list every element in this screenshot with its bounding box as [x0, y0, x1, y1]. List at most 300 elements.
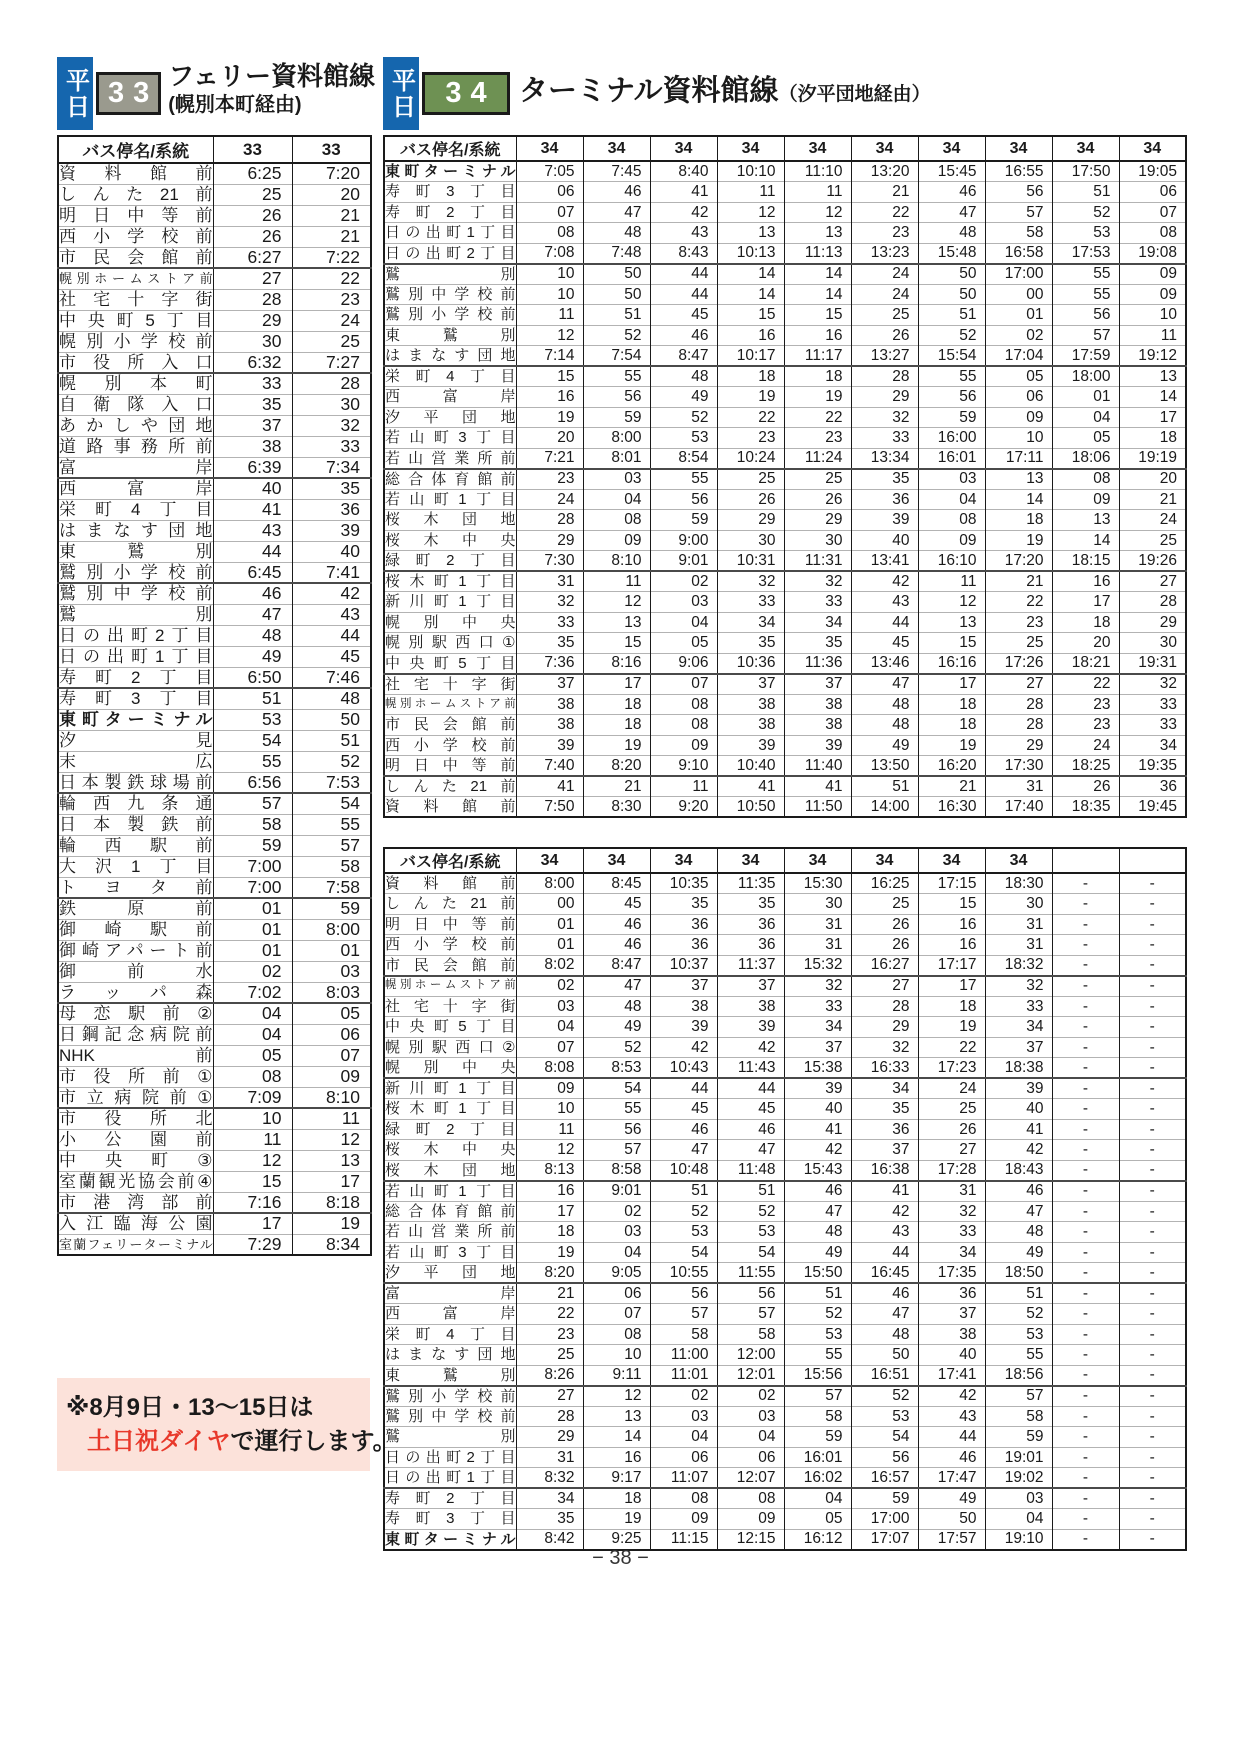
time-cell: 36	[851, 1119, 918, 1140]
stop-name: 東町ターミナル	[385, 1530, 516, 1548]
time-cell: 09	[516, 1078, 583, 1099]
stop-name: 寿町3丁目	[59, 689, 213, 709]
time-cell: 02	[650, 1386, 717, 1407]
time-cell: 8:20	[516, 1263, 583, 1284]
table-row	[58, 331, 371, 352]
time-cell: 21	[918, 776, 985, 797]
time-cell: 38	[784, 715, 851, 736]
no-service-cell: -	[1119, 1119, 1186, 1140]
time-cell: 7:00	[213, 877, 292, 898]
route-34-subtitle: （汐平団地経由）	[778, 84, 931, 105]
table-row	[384, 592, 1186, 613]
time-cell: 04	[650, 1427, 717, 1448]
time-cell: 14	[1052, 530, 1119, 551]
table-row	[58, 310, 371, 331]
time-cell: 08	[583, 510, 650, 531]
time-cell: 57	[292, 835, 371, 856]
column-header: 34	[985, 848, 1052, 873]
time-cell: 33	[784, 996, 851, 1017]
table-row	[384, 182, 1186, 203]
time-cell: 11	[650, 776, 717, 797]
time-cell: 12	[784, 202, 851, 223]
time-cell: 05	[1052, 428, 1119, 449]
time-cell: 19:12	[1119, 346, 1186, 367]
time-cell: 57	[583, 1140, 650, 1161]
time-cell: 13	[1119, 366, 1186, 387]
time-cell: 37	[650, 976, 717, 997]
table-row	[58, 961, 371, 982]
table-row	[384, 674, 1186, 695]
time-cell: 16:20	[918, 756, 985, 777]
time-cell: 19	[516, 407, 583, 428]
time-cell: 11:24	[784, 448, 851, 469]
time-cell: 48	[292, 688, 371, 709]
time-cell: 40	[292, 541, 371, 562]
stop-name: 日の出町2丁目	[385, 1448, 516, 1466]
time-cell: 33	[918, 1222, 985, 1243]
time-cell: 46	[717, 1119, 784, 1140]
stop-name: 幌別ホームストア前	[58, 268, 213, 289]
time-cell: 47	[851, 1304, 918, 1325]
time-cell: 18	[985, 510, 1052, 531]
table-row	[384, 284, 1186, 305]
time-cell: 44	[851, 612, 918, 633]
time-cell: 49	[650, 387, 717, 408]
stop-name: 日の出町2丁目	[59, 626, 213, 645]
time-cell: 40	[918, 1345, 985, 1366]
time-cell: 52	[918, 325, 985, 346]
time-cell: 35	[292, 478, 371, 499]
time-cell: 17:59	[1052, 346, 1119, 367]
time-cell: 10:31	[717, 551, 784, 572]
column-header: 34	[650, 136, 717, 161]
no-service-cell: -	[1119, 1222, 1186, 1243]
stop-name: 幌別駅西口②	[385, 1038, 516, 1056]
time-cell: 15:54	[918, 346, 985, 367]
time-cell: 30	[292, 394, 371, 415]
time-cell: 14	[1119, 387, 1186, 408]
time-cell: 33	[292, 436, 371, 457]
time-cell: 18:30	[985, 873, 1052, 894]
time-cell: 32	[717, 571, 784, 592]
time-cell: 26	[1052, 776, 1119, 797]
table-row	[58, 709, 371, 730]
time-cell: 19:01	[985, 1447, 1052, 1468]
time-cell: 42	[650, 202, 717, 223]
page-number: − 38 −	[592, 1547, 649, 1569]
time-cell: 28	[1119, 592, 1186, 613]
time-cell: 29	[851, 1017, 918, 1038]
time-cell: 43	[851, 1222, 918, 1243]
time-cell: 34	[784, 612, 851, 633]
time-cell: 17:30	[985, 756, 1052, 777]
time-cell: 54	[583, 1078, 650, 1099]
stop-name: 御崎アパート前	[59, 941, 213, 960]
table-row	[58, 373, 371, 394]
stop-name: 末広	[59, 752, 213, 771]
column-header: バス停名/系統	[58, 136, 213, 163]
table-row	[384, 325, 1186, 346]
stop-name: あかしや団地	[59, 416, 213, 435]
time-cell: 04	[784, 1488, 851, 1509]
time-cell: 9:17	[583, 1468, 650, 1489]
time-cell: 49	[851, 735, 918, 756]
time-cell: 18	[583, 1488, 650, 1509]
no-service-cell: -	[1052, 1037, 1119, 1058]
stop-name: 幌別ホームストア前	[384, 694, 516, 715]
time-cell: 8:43	[650, 243, 717, 264]
time-cell: 35	[717, 633, 784, 654]
table-row	[58, 226, 371, 247]
time-cell: 32	[851, 1037, 918, 1058]
time-cell: 36	[1119, 776, 1186, 797]
stop-name: 輪西駅前	[59, 836, 213, 855]
stop-name: 栄町4丁目	[385, 1325, 516, 1343]
stop-name: 鷲別	[59, 605, 213, 624]
time-cell: 52	[292, 751, 371, 772]
time-cell: 00	[985, 284, 1052, 305]
stop-name: 自衛隊入口	[59, 395, 213, 414]
time-cell: 25	[213, 184, 292, 205]
stop-name: 明日中等前	[59, 206, 213, 225]
time-cell: 41	[784, 776, 851, 797]
time-cell: 04	[583, 1242, 650, 1263]
column-header: 34	[851, 136, 918, 161]
time-cell: 24	[1052, 735, 1119, 756]
time-cell: 06	[717, 1447, 784, 1468]
stop-name: 寿町2丁目	[385, 1490, 516, 1507]
time-cell: 01	[213, 898, 292, 919]
table-row	[384, 1242, 1186, 1263]
stop-name: 資料館前	[385, 798, 516, 815]
time-cell: 7:21	[516, 448, 583, 469]
time-cell: 18:15	[1052, 551, 1119, 572]
time-cell: 7:40	[516, 756, 583, 777]
no-service-cell: -	[1119, 1365, 1186, 1386]
time-cell: 46	[213, 583, 292, 604]
table-row	[384, 914, 1186, 935]
no-service-cell: -	[1052, 1119, 1119, 1140]
no-service-cell: -	[1119, 1529, 1186, 1550]
time-cell: 8:58	[583, 1160, 650, 1181]
time-cell: 08	[1119, 223, 1186, 244]
time-cell: 03	[650, 592, 717, 613]
time-cell: 42	[918, 1386, 985, 1407]
stop-name: 鷲別	[385, 265, 516, 283]
table-row	[58, 184, 371, 205]
stop-name: 市立病院前①	[59, 1087, 213, 1107]
time-cell: 11	[516, 305, 583, 326]
time-cell: 30	[213, 331, 292, 352]
time-cell: 47	[985, 1201, 1052, 1222]
table-row	[58, 562, 371, 583]
stop-name: 社宅十字街	[59, 290, 213, 309]
time-cell: 04	[213, 1003, 292, 1024]
time-cell: 11	[784, 182, 851, 203]
stop-name: 鷲別	[385, 1428, 516, 1446]
time-cell: 43	[213, 520, 292, 541]
time-cell: 26	[784, 489, 851, 510]
time-cell: 38	[213, 436, 292, 457]
column-header: バス停名/系統	[384, 136, 516, 161]
time-cell: 13	[784, 223, 851, 244]
route-33-title: フェリー資料館線	[168, 61, 375, 91]
no-service-cell: -	[1119, 1078, 1186, 1099]
time-cell: 21	[851, 182, 918, 203]
time-cell: 11	[292, 1108, 371, 1129]
time-cell: 12	[717, 202, 784, 223]
time-cell: 50	[583, 264, 650, 285]
stop-name: 社宅十字街	[385, 675, 516, 693]
stop-name: 桜木団地	[385, 1161, 516, 1179]
time-cell: 54	[851, 1427, 918, 1448]
no-service-cell: -	[1052, 1017, 1119, 1038]
time-cell: 43	[851, 592, 918, 613]
table-row	[384, 530, 1186, 551]
stop-name: 幌別ホームストア前	[384, 976, 516, 997]
time-cell: 08	[918, 510, 985, 531]
time-cell: 27	[918, 1140, 985, 1161]
time-cell: 31	[985, 935, 1052, 956]
stop-name: 若山町1丁目	[385, 490, 516, 508]
stop-name: 幌別中央	[385, 613, 516, 631]
time-cell: 36	[851, 489, 918, 510]
time-cell: 25	[1119, 530, 1186, 551]
column-header: 33	[292, 136, 371, 163]
table-row	[58, 247, 371, 268]
table-row	[384, 346, 1186, 367]
time-cell: 22	[516, 1304, 583, 1325]
time-cell: 43	[918, 1406, 985, 1427]
no-service-cell: -	[1119, 955, 1186, 976]
no-service-cell: -	[1119, 1017, 1186, 1038]
time-cell: 40	[851, 530, 918, 551]
stop-name: 市民会館前	[59, 247, 213, 267]
time-cell: 57	[1052, 325, 1119, 346]
column-header: 34	[516, 136, 583, 161]
route-33-header	[57, 57, 375, 135]
no-service-cell: -	[1052, 1099, 1119, 1120]
table-row	[384, 264, 1186, 285]
table-row	[58, 982, 371, 1003]
time-cell: 19	[583, 735, 650, 756]
time-cell: 04	[1052, 407, 1119, 428]
time-cell: 59	[650, 510, 717, 531]
time-cell: 48	[650, 366, 717, 387]
time-cell: 09	[650, 735, 717, 756]
time-cell: 53	[851, 1406, 918, 1427]
time-cell: 23	[717, 428, 784, 449]
time-cell: 38	[516, 694, 583, 715]
table-row	[384, 1324, 1186, 1345]
time-cell: 15:50	[784, 1263, 851, 1284]
time-cell: 26	[213, 205, 292, 226]
time-cell: 35	[784, 633, 851, 654]
stop-name: 資料館前	[59, 164, 213, 184]
time-cell: 06	[292, 1024, 371, 1045]
time-cell: 12	[918, 592, 985, 613]
time-cell: 59	[985, 1427, 1052, 1448]
time-cell: 14	[784, 284, 851, 305]
time-cell: 44	[851, 1242, 918, 1263]
time-cell: 10:50	[717, 797, 784, 818]
time-cell: 7:46	[292, 667, 371, 688]
time-cell: 06	[1119, 182, 1186, 203]
time-cell: 17:11	[985, 448, 1052, 469]
time-cell: 17	[918, 976, 985, 997]
time-cell: 15	[213, 1171, 292, 1192]
time-cell: 53	[985, 1324, 1052, 1345]
note-line-1: ※8月9日・13～15日は	[66, 1394, 314, 1421]
time-cell: 9:20	[650, 797, 717, 818]
stop-name: 総合体育館前	[385, 470, 516, 488]
header-row	[58, 136, 371, 163]
stop-name: 西小学校前	[59, 227, 213, 246]
time-cell: 8:02	[516, 955, 583, 976]
time-cell: 10	[213, 1108, 292, 1129]
time-cell: 19	[918, 735, 985, 756]
time-cell: 56	[918, 387, 985, 408]
time-cell: 19:45	[1119, 797, 1186, 818]
time-cell: 59	[851, 1488, 918, 1509]
no-service-cell: -	[1119, 1140, 1186, 1161]
time-cell: 36	[717, 914, 784, 935]
time-cell: 10:17	[717, 346, 784, 367]
time-cell: 28	[292, 373, 371, 394]
no-service-cell: -	[1052, 1406, 1119, 1427]
time-cell: 46	[650, 1119, 717, 1140]
time-cell: 7:58	[292, 877, 371, 898]
time-cell: 48	[985, 1222, 1052, 1243]
no-service-cell: -	[1119, 935, 1186, 956]
stop-name: 母恋駅前②	[59, 1004, 213, 1024]
time-cell: 21	[292, 205, 371, 226]
time-cell: 37	[918, 1304, 985, 1325]
time-cell: 52	[650, 1201, 717, 1222]
time-cell: 15:30	[784, 873, 851, 894]
time-cell: 51	[784, 1283, 851, 1304]
time-cell: 9:00	[650, 530, 717, 551]
time-cell: 59	[784, 1427, 851, 1448]
time-cell: 19:08	[1119, 243, 1186, 264]
stop-name: 日本製鉄前	[59, 815, 213, 834]
time-cell: 11	[717, 182, 784, 203]
stop-name: 汐見	[59, 731, 213, 750]
table-row	[384, 756, 1186, 777]
time-cell: 57	[985, 1386, 1052, 1407]
time-cell: 05	[985, 366, 1052, 387]
no-service-cell: -	[1119, 1058, 1186, 1079]
time-cell: 58	[717, 1324, 784, 1345]
time-cell: 8:34	[292, 1234, 371, 1255]
time-cell: 58	[213, 814, 292, 835]
time-cell: 16	[1052, 571, 1119, 592]
time-cell: 04	[583, 489, 650, 510]
time-cell: 30	[985, 894, 1052, 915]
time-cell: 11:55	[717, 1263, 784, 1284]
time-cell: 09	[1119, 284, 1186, 305]
time-cell: 17:00	[985, 264, 1052, 285]
time-cell: 12	[516, 1140, 583, 1161]
time-cell: 41	[784, 1119, 851, 1140]
time-cell: 9:11	[583, 1365, 650, 1386]
time-cell: 10:10	[717, 161, 784, 182]
time-cell: 51	[918, 305, 985, 326]
time-cell: 09	[292, 1066, 371, 1087]
stop-name: 御前水	[59, 962, 213, 981]
time-cell: 12:01	[717, 1365, 784, 1386]
time-cell: 7:16	[213, 1192, 292, 1213]
table-row	[58, 1024, 371, 1045]
time-cell: 11:15	[650, 1529, 717, 1550]
time-cell: 48	[583, 223, 650, 244]
time-cell: 38	[650, 996, 717, 1017]
time-cell: 19	[985, 530, 1052, 551]
header-row	[384, 848, 1186, 873]
time-cell: 30	[717, 530, 784, 551]
table-row	[58, 898, 371, 919]
no-service-cell: -	[1052, 1263, 1119, 1284]
time-cell: 07	[292, 1045, 371, 1066]
time-cell: 23	[1052, 694, 1119, 715]
route-34-titles	[519, 73, 931, 109]
time-cell: 03	[583, 1222, 650, 1243]
table-row	[58, 1192, 371, 1213]
time-cell: 03	[985, 1488, 1052, 1509]
time-cell: 11	[918, 571, 985, 592]
table-row	[384, 1037, 1186, 1058]
stop-name: 鷲別小学校前	[385, 306, 516, 324]
table-row	[58, 352, 371, 373]
time-cell: 7:53	[292, 772, 371, 793]
time-cell: 33	[516, 612, 583, 633]
time-cell: 10:24	[717, 448, 784, 469]
time-cell: 42	[985, 1140, 1052, 1161]
no-service-cell: -	[1052, 873, 1119, 894]
time-cell: 8:40	[650, 161, 717, 182]
time-cell: 54	[213, 730, 292, 751]
table-row	[384, 612, 1186, 633]
table-row	[58, 814, 371, 835]
time-cell: 16:10	[918, 551, 985, 572]
time-cell: 7:02	[213, 982, 292, 1003]
time-cell: 38	[784, 694, 851, 715]
no-service-cell: -	[1052, 955, 1119, 976]
time-cell: 29	[851, 387, 918, 408]
time-cell: 46	[851, 1283, 918, 1304]
time-cell: 56	[583, 1119, 650, 1140]
time-cell: 08	[650, 1488, 717, 1509]
time-cell: 16:16	[918, 653, 985, 674]
time-cell: 16:12	[784, 1529, 851, 1550]
table-row	[384, 1427, 1186, 1448]
time-cell: 17:40	[985, 797, 1052, 818]
time-cell: 16:57	[851, 1468, 918, 1489]
time-cell: 7:30	[516, 551, 583, 572]
time-cell: 49	[583, 1017, 650, 1038]
time-cell: 31	[516, 1447, 583, 1468]
time-cell: 51	[851, 776, 918, 797]
time-cell: 42	[717, 1037, 784, 1058]
time-cell: 8:47	[583, 955, 650, 976]
time-cell: 18	[583, 715, 650, 736]
no-service-cell: -	[1119, 1488, 1186, 1509]
time-cell: 46	[918, 182, 985, 203]
table-row	[384, 223, 1186, 244]
time-cell: 22	[1052, 674, 1119, 695]
time-cell: 18:35	[1052, 797, 1119, 818]
time-cell: 31	[985, 776, 1052, 797]
